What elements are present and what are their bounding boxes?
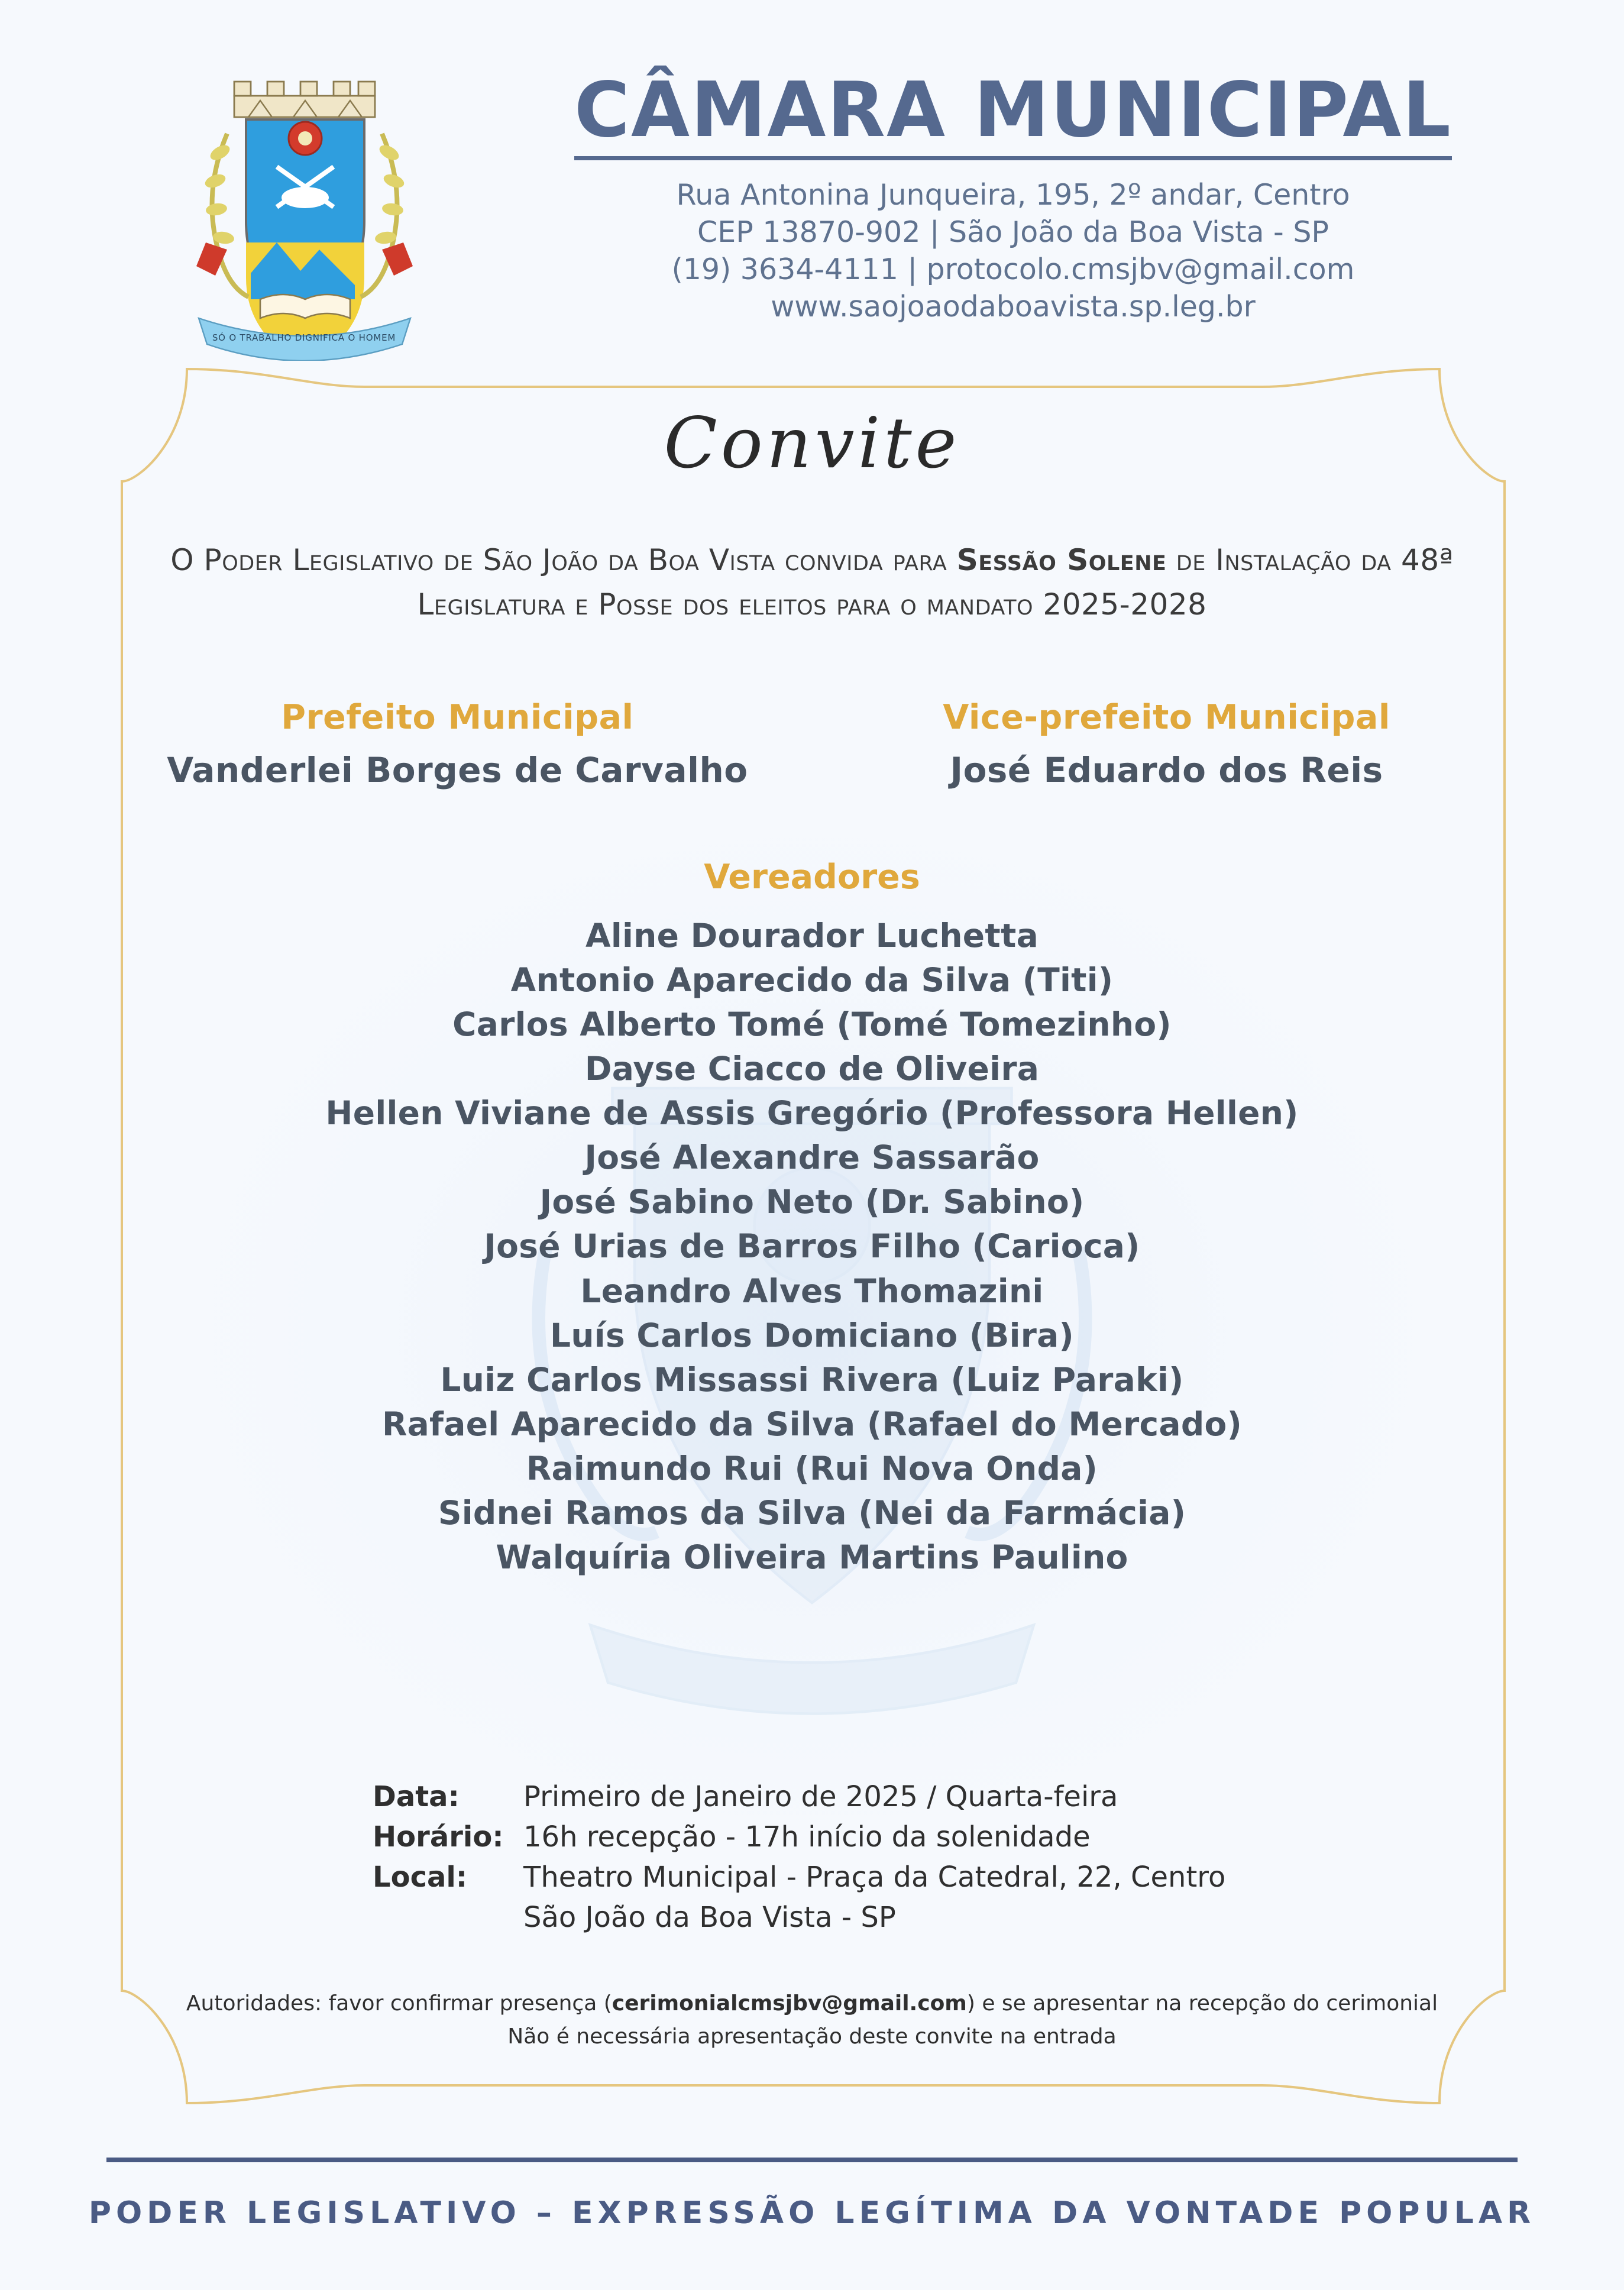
detail-row-date <box>373 1780 1225 1813</box>
intro-text-1: O Poder Legislativo de São João da Boa Vista convida para <box>170 543 957 577</box>
list-item: José Alexandre Sassarão <box>584 1138 1040 1177</box>
council-member-list <box>106 914 1518 1580</box>
list-item: José Sabino Neto (Dr. Sabino) <box>539 1183 1085 1221</box>
detail-row-place <box>373 1861 1225 1894</box>
mayor-block <box>138 698 777 790</box>
document-header <box>0 41 1624 349</box>
detail-row-time <box>373 1820 1225 1854</box>
event-details <box>373 1780 1225 1941</box>
date-value: Primeiro de Janeiro de 2025 / Quarta-feira <box>523 1780 1118 1813</box>
invite-intro <box>118 538 1506 627</box>
contact-email: cerimonialcmsjbv@gmail.com <box>612 1991 967 2016</box>
invite-script-title: Convite <box>664 402 960 484</box>
address-line-3: (19) 3634-4111 | protocolo.cmsjbv@gmail.com <box>671 252 1355 286</box>
time-value: 16h recepção - 17h início da solenidade <box>523 1820 1091 1854</box>
list-item: Luís Carlos Domiciano (Bira) <box>549 1316 1074 1354</box>
vice-mayor-role-label: Vice-prefeito Municipal <box>943 698 1390 737</box>
list-item: Luiz Carlos Missassi Rivera (Luiz Paraki) <box>440 1360 1184 1399</box>
intro-text-2: de Instalação da 48ª Legislatura e Posse dos eleitos para o mandato 2025-2028 <box>417 543 1454 622</box>
address-line-4: www.saojoaodaboavista.sp.leg.br <box>771 289 1256 324</box>
crest-motto: SÓ O TRABALHO DIGNIFICA O HOMEM <box>212 332 396 343</box>
list-item: Walquíria Oliveira Martins Paulino <box>496 1538 1128 1576</box>
place-value: Theatro Municipal - Praça da Catedral, 22, Centro <box>523 1861 1226 1894</box>
footer-notes <box>118 1987 1506 2053</box>
date-label: Data: <box>373 1780 460 1813</box>
detail-row-place-cont <box>373 1901 1225 1934</box>
list-item: Aline Dourador Luchetta <box>585 917 1039 955</box>
address-block <box>473 177 1553 325</box>
note-line-2: Não é necessária apresentação deste convite na entrada <box>507 2024 1117 2049</box>
list-item: Sidnei Ramos da Silva (Nei da Farmácia) <box>438 1493 1186 1532</box>
place-label: Local: <box>373 1861 468 1894</box>
time-label: Horário: <box>373 1820 504 1854</box>
mayor-role-label: Prefeito Municipal <box>281 698 634 737</box>
intro-highlight: Sessão Solene <box>956 543 1167 577</box>
address-line-1: Rua Antonina Junqueira, 195, 2º andar, Centro <box>676 178 1350 212</box>
list-item: Leandro Alves Thomazini <box>580 1272 1044 1310</box>
place-value-2: São João da Boa Vista - SP <box>523 1901 896 1934</box>
list-item: Carlos Alberto Tomé (Tomé Tomezinho) <box>452 1005 1172 1044</box>
mayor-name: Vanderlei Borges de Carvalho <box>167 750 748 790</box>
council-section-title: Vereadores <box>704 858 920 897</box>
officials-section <box>118 698 1506 790</box>
note-line-1 <box>118 1987 1506 2020</box>
footer-divider <box>106 2158 1518 2162</box>
coat-of-arms-icon <box>177 65 432 361</box>
list-item: Antonio Aparecido da Silva (Titi) <box>510 961 1114 1000</box>
vice-mayor-name: José Eduardo dos Reis <box>950 750 1383 790</box>
list-item: José Urias de Barros Filho (Carioca) <box>484 1227 1140 1266</box>
note-text-2: ) e se apresentar na recepção do cerimonial <box>966 1991 1438 2016</box>
list-item: Rafael Aparecido da Silva (Rafael do Mercado) <box>381 1405 1243 1443</box>
address-line-2: CEP 13870-902 | São João da Boa Vista - SP <box>697 215 1329 250</box>
footer-motto: PODER LEGISLATIVO – EXPRESSÃO LEGÍTIMA DA VONTADE POPULAR <box>88 2195 1536 2231</box>
page-title: CÂMARA MUNICIPAL <box>574 71 1452 160</box>
note-text-1: Autoridades: favor confirmar presença ( <box>186 1991 612 2016</box>
list-item: Dayse Ciacco de Oliveira <box>584 1050 1040 1088</box>
list-item: Raimundo Rui (Rui Nova Onda) <box>526 1449 1098 1487</box>
vice-mayor-block <box>847 698 1486 790</box>
list-item: Hellen Viviane de Assis Gregório (Professora Hellen) <box>325 1094 1299 1133</box>
